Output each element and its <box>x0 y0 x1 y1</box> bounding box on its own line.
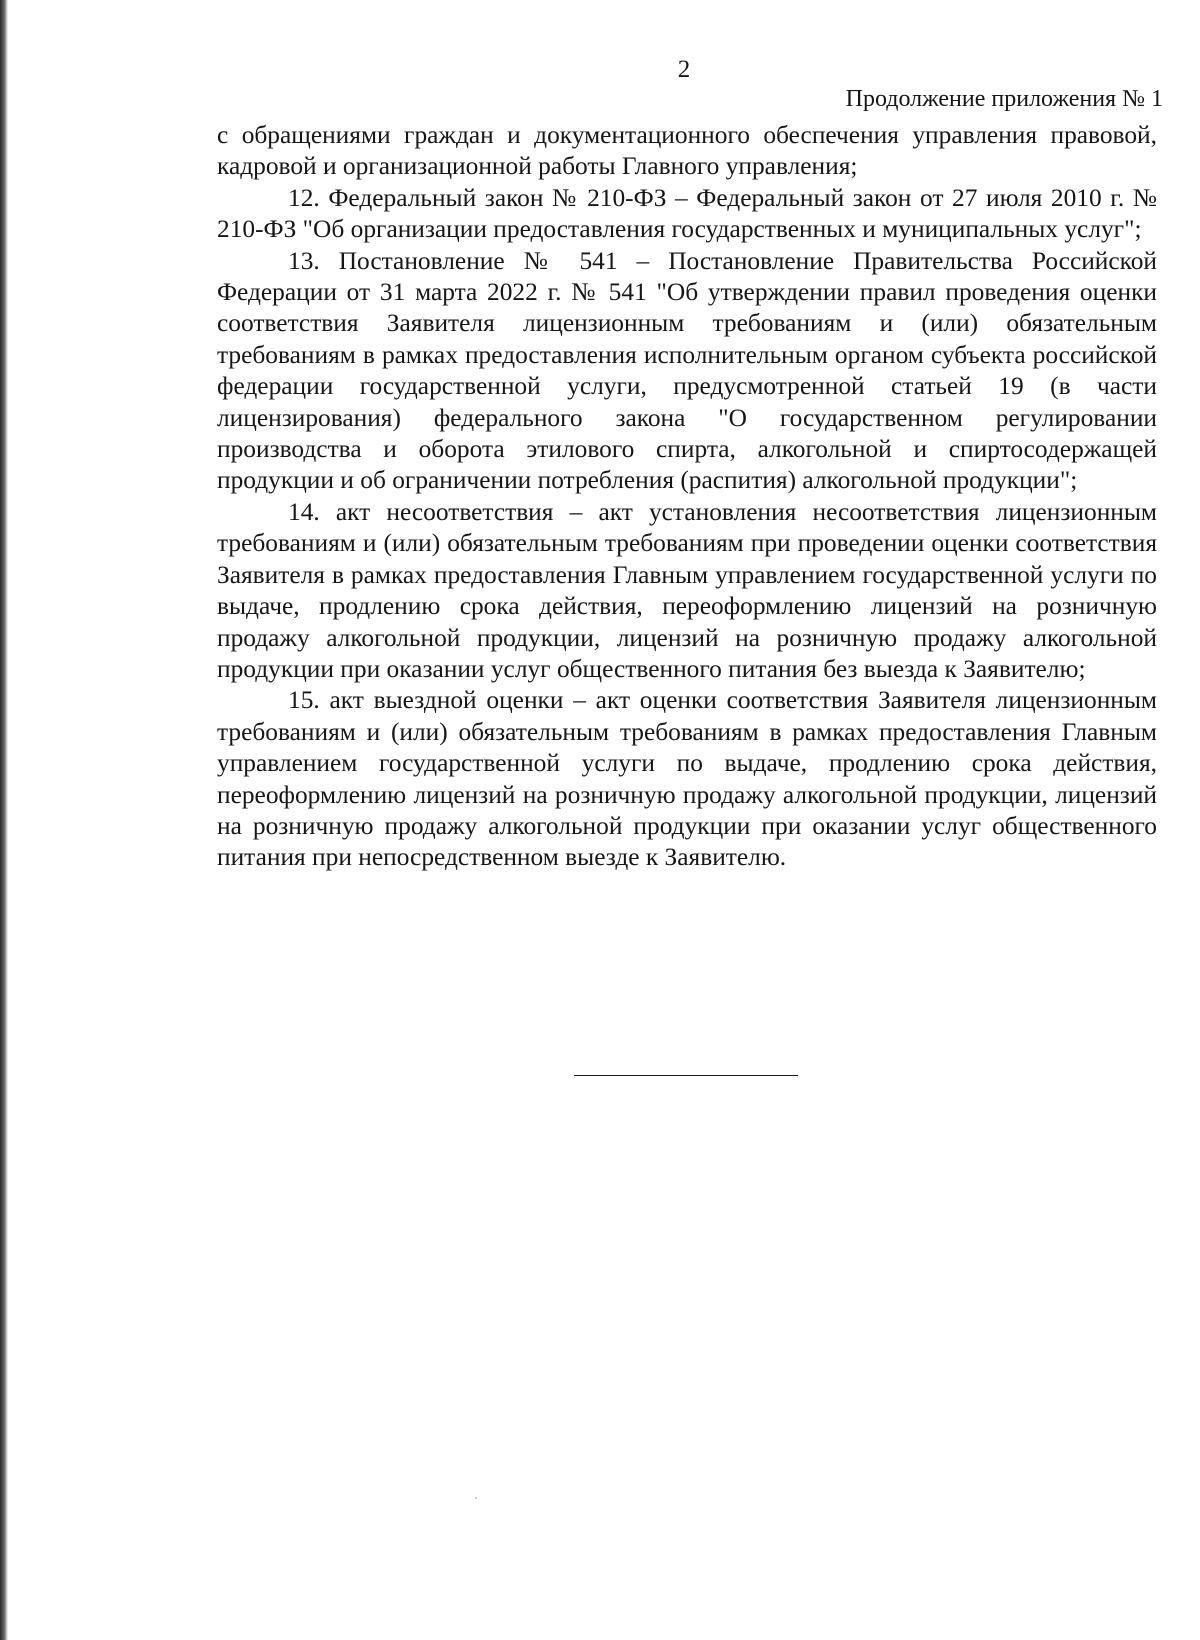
page-number: 2 <box>677 56 691 83</box>
continuation-note: Продолжение приложения № 1 <box>845 86 1163 112</box>
paragraph-item-13: 13. Постановление № 541 – Постановление Правительства Российской Федерации от 31 марта 2022 г. № 541 "Об утверждении правил проведения оценки соответствия Заявителя лицензионным требованиям и (или) обязательным требованиям в рамках предоставления исполнительным органом субъекта российской федерации государственной услуги, предусмотренной статьей 19 (в части лицензирования) федерального закона "О государственном регулировании производства и оборота этилового спирта, алкогольной и спиртосодержащей продукции и об ограничении потребления (распития) алкогольной продукции"; <box>217 246 1157 495</box>
paragraph-item-12: 12. Федеральный закон № 210-ФЗ – Федеральный закон от 27 июля 2010 г. № 210-ФЗ "Об организации предоставления государственных и муниципальных услуг"; <box>217 183 1157 244</box>
paragraph-continued: с обращениями граждан и документационного обеспечения управления правовой, кадровой и организационной работы Главного управления; <box>217 121 1157 181</box>
document-body <box>217 120 1157 874</box>
scan-edge-shadow <box>0 0 8 1640</box>
scan-speck <box>475 1497 477 1499</box>
paragraph-item-15: 15. акт выездной оценки – акт оценки соответствия Заявителя лицензионным требованиям и (или) обязательным требованиям в рамках предоставления Главным управлением государственной услуги по выдаче, продлению срока действия, переоформлению лицензий на розничную продажу алкогольной продукции, лицензий на розничную продажу алкогольной продукции при оказании услуг общественного питания при непосредственном выезде к Заявителю. <box>217 686 1157 872</box>
closing-divider <box>574 1075 798 1076</box>
paragraph-item-14: 14. акт несоответствия – акт установления несоответствия лицензионным требованиям и (или) обязательным требованиям при проведении оценки соответствия Заявителя в рамках предоставления Главным управлением государственной услуги по выдаче, продлению срока действия, переоформлению лицензий на розничную продажу алкогольной продукции, лицензий на розничную продажу алкогольной продукции при оказании услуг общественного питания без выезда к Заявителю; <box>217 497 1157 683</box>
